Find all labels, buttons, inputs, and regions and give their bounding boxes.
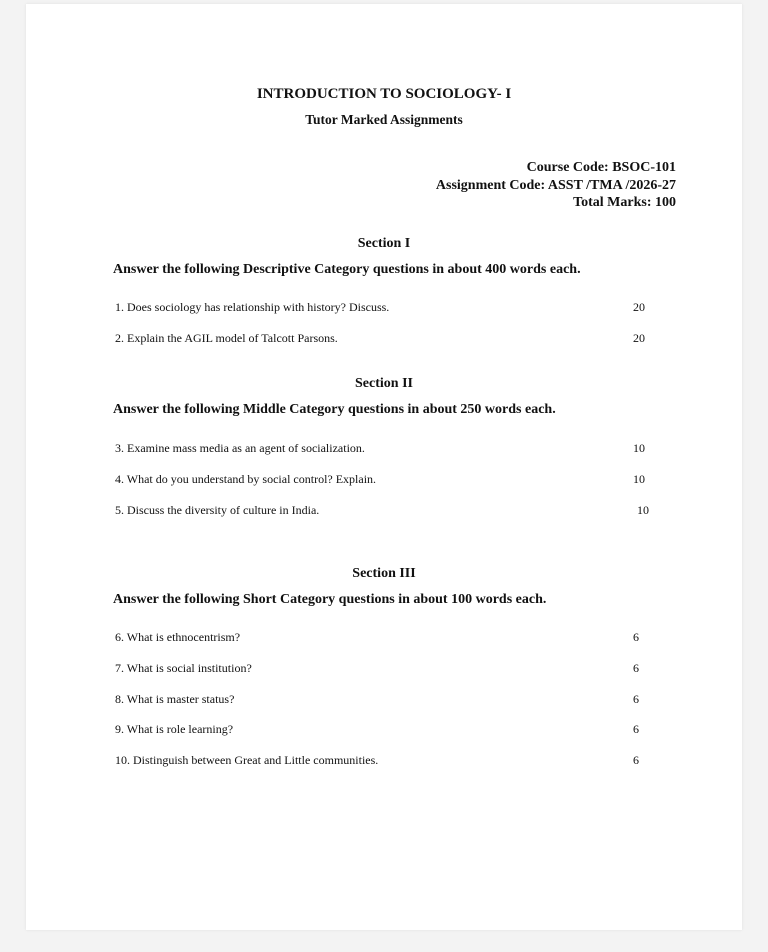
document-title: INTRODUCTION TO SOCIOLOGY- I: [256, 86, 512, 102]
question-text: 1. Does sociology has relationship with history? Discuss.: [115, 300, 390, 314]
course-code: Course Code: BSOC-101: [526, 160, 676, 175]
section-title: Section III: [352, 566, 416, 581]
section-instruction: Answer the following Short Category questions in about 100 words each.: [113, 592, 547, 607]
section-instruction: Answer the following Middle Category questions in about 250 words each.: [113, 402, 556, 417]
question-text: 7. What is social institution?: [115, 661, 252, 675]
question-marks: 6: [633, 661, 639, 675]
total-marks: Total Marks: 100: [573, 195, 676, 210]
question-text: 3. Examine mass media as an agent of socialization.: [115, 441, 365, 455]
question-text: 8. What is master status?: [115, 692, 235, 706]
question-text: 9. What is role learning?: [115, 722, 234, 736]
question-marks: 6: [633, 722, 639, 736]
question-marks: 10: [633, 472, 645, 486]
question-marks: 20: [633, 331, 645, 345]
question-marks: 6: [633, 753, 639, 767]
question-text: 5. Discuss the diversity of culture in India.: [115, 503, 320, 517]
question-text: 2. Explain the AGIL model of Talcott Parsons.: [115, 331, 338, 345]
question-marks: 6: [633, 692, 639, 706]
question-text: 6. What is ethnocentrism?: [115, 630, 241, 644]
question-marks: 6: [633, 630, 639, 644]
question-marks: 10: [637, 503, 649, 517]
question-text: 10. Distinguish between Great and Little communities.: [115, 753, 379, 767]
question-text: 4. What do you understand by social control? Explain.: [115, 472, 377, 486]
document-page: [26, 4, 742, 930]
document-subtitle: Tutor Marked Assignments: [305, 112, 463, 127]
section-title: Section I: [357, 236, 411, 251]
question-marks: 20: [633, 300, 645, 314]
section-title: Section II: [355, 376, 413, 391]
assignment-code: Assignment Code: ASST /TMA /2026-27: [435, 178, 676, 193]
section-instruction: Answer the following Descriptive Category questions in about 400 words each.: [113, 262, 581, 277]
question-marks: 10: [633, 441, 645, 455]
